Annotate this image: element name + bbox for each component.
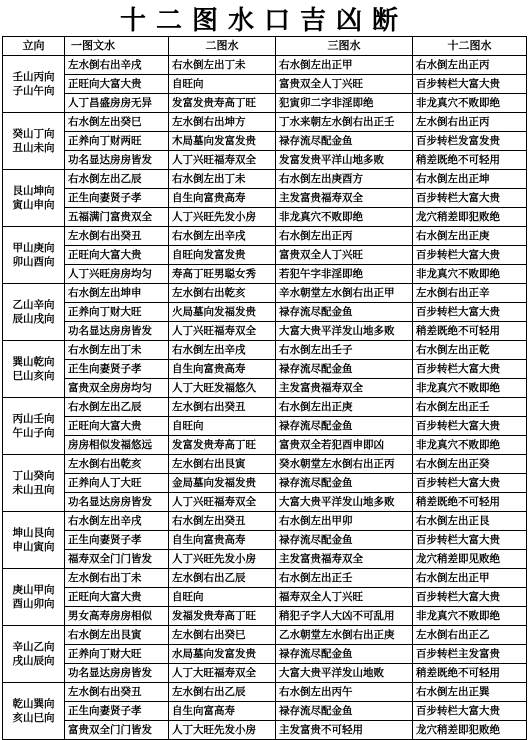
direction-cell [3,227,65,284]
table-cell: 百步转栏大富大贵 [413,531,527,550]
table-cell: 正养向丁财大旺 [65,303,169,322]
direction-label: 丑山未向 [12,142,55,154]
direction-cell [3,113,65,170]
table-cell: 非龙真穴不败即绝 [413,607,527,626]
table-cell: 非龙真穴不败即绝 [413,94,527,113]
table-row [3,721,527,740]
header-cell: 十二图水 [413,37,527,56]
table-row [3,56,527,75]
table-cell: 水局墓向发富发贵 [169,645,276,664]
table-cell: 人丁兴旺福寿双全 [169,493,276,512]
table-cell: 左水倒右出辛戌 [65,56,169,75]
table-cell: 主发富贵福寿双全 [276,379,413,398]
table-cell: 禄存流尽配金鱼 [276,531,413,550]
table-cell: 左水倒右出乾亥 [169,284,276,303]
header-row [3,37,527,56]
table-cell: 右水倒左出壬子 [276,341,413,360]
table-cell: 五福满门富贵双全 [65,208,169,227]
fortune-table [2,36,527,740]
table-row [3,75,527,94]
table-cell: 禄存流尽配金鱼 [276,645,413,664]
table-cell: 右水倒左出正庚 [276,398,413,417]
table-row [3,284,527,303]
table-row [3,208,527,227]
table-row [3,246,527,265]
table-row [3,683,527,702]
table-cell: 右水倒左出辛戌 [169,341,276,360]
table-cell: 百步转栏大富大贵 [413,588,527,607]
table-cell: 功名显达房房皆发 [65,322,169,341]
table-cell: 百步转栏大富大贵 [413,246,527,265]
table-row [3,322,527,341]
table-row [3,474,527,493]
table-cell: 若犯午字非淫即绝 [276,265,413,284]
table-row [3,379,527,398]
direction-cell [3,56,65,113]
table-cell: 人丁兴旺房房均匀 [65,265,169,284]
table-cell: 右水倒左出正丙 [413,56,527,75]
table-cell: 右水倒左出正壬 [413,398,527,417]
direction-cell [3,170,65,227]
table-cell: 自旺向 [169,417,276,436]
header-cell: 一图文水 [65,37,169,56]
table-cell: 右水倒左出癸巳 [65,113,169,132]
table-row [3,341,527,360]
table-cell: 百步转栏大富大贵 [413,360,527,379]
table-cell: 辛水朝堂左水倒右出正甲 [276,284,413,303]
direction-label: 巽山乾向 [12,356,55,368]
direction-label: 乙山辛向 [12,299,55,311]
table-cell: 自生向富贵高寿 [169,189,276,208]
table-cell: 自旺向发富发贵 [169,246,276,265]
direction-label: 酉山卯向 [12,598,55,610]
table-cell: 龙穴稍差即见败绝 [413,550,527,569]
direction-label: 庚山甲向 [12,584,55,596]
table-row [3,170,527,189]
direction-label: 乾山巽向 [12,698,55,710]
direction-cell [3,569,65,626]
direction-cell [3,626,65,683]
table-row [3,360,527,379]
table-cell: 右水倒左出艮寅 [65,626,169,645]
table-row [3,702,527,721]
table-cell: 富贵双全门门皆发 [65,721,169,740]
table-row [3,94,527,113]
direction-label: 壬山丙向 [12,71,55,83]
table-cell: 右水倒左出乙辰 [65,398,169,417]
direction-cell [3,398,65,455]
direction-label: 癸山丁向 [12,128,55,140]
table-cell: 右水倒左出正甲 [413,569,527,588]
direction-label: 坤山艮向 [12,527,55,539]
direction-label: 午山子向 [12,427,55,439]
table-cell: 龙穴稍差即犯败绝 [413,208,527,227]
table-cell: 大富大贵平洋发山地多败 [276,322,413,341]
table-cell: 百步转栏大富大贵 [413,75,527,94]
table-cell: 正旺向大富大贵 [65,588,169,607]
table-cell: 龙穴稍差即犯败绝 [413,721,527,740]
header-cell: 二图水 [169,37,276,56]
table-cell: 右水倒左出甲卯 [276,512,413,531]
table-cell: 左水倒右出坤方 [169,113,276,132]
table-cell: 右水倒左出辛戌 [65,512,169,531]
table-cell: 主发富贵福寿双全 [276,550,413,569]
table-cell: 禄存流尽配金鱼 [276,360,413,379]
table-body [3,56,527,740]
table-cell: 正生向妻贤子孝 [65,189,169,208]
table-cell: 大富大贵平洋发山地败 [276,664,413,683]
table-cell: 右水倒左出正坤 [413,170,527,189]
table-cell: 百步转栏大富大贵 [413,474,527,493]
table-cell: 稍差既绝不可轻用 [413,493,527,512]
direction-label: 亥山巳向 [12,712,55,724]
table-cell: 右水倒左出丁未 [169,56,276,75]
direction-label: 辰山戌向 [12,313,55,325]
table-cell: 癸水朝堂左水倒右出正丙 [276,455,413,474]
table-cell: 发福发贵寿高丁旺 [169,607,276,626]
table-cell: 右水倒左出正癸 [413,455,527,474]
table-cell: 人丁兴旺先发小房 [169,550,276,569]
table-cell: 人丁大旺发福悠久 [169,379,276,398]
direction-label: 丙山壬向 [12,413,55,425]
table-cell: 左水倒右出癸丑 [65,227,169,246]
table-row [3,265,527,284]
direction-cell [3,455,65,512]
table-cell: 左水倒右出乙辰 [169,569,276,588]
table-cell: 人丁兴旺福寿双全 [169,322,276,341]
table-cell: 左水倒右出癸丑 [65,683,169,702]
table-cell: 人丁兴旺福寿双全 [169,151,276,170]
table-cell: 自生向富高寿 [169,702,276,721]
table-cell: 百步转栏大富大贵 [413,303,527,322]
table-row [3,607,527,626]
table-cell: 金局墓向发福发贵 [169,474,276,493]
table-cell: 富贵双全房房均匀 [65,379,169,398]
table-cell: 功名显达房房皆发 [65,493,169,512]
table-cell: 木局墓向发富发贵 [169,132,276,151]
direction-cell [3,512,65,569]
table-cell: 富贵双全人丁兴旺 [276,75,413,94]
table-cell: 寿高丁旺男聪女秀 [169,265,276,284]
table-row [3,645,527,664]
table-cell: 左水倒右出癸巳 [169,626,276,645]
table-cell: 主发富贵不可轻用 [276,721,413,740]
direction-cell [3,341,65,398]
page-title: 十二图水口吉凶断 [119,5,408,36]
table-cell: 右水倒左出辛戌 [169,227,276,246]
direction-label: 辛山乙向 [12,641,55,653]
table-cell: 正生向妻贤子孝 [65,360,169,379]
table-cell: 稍差既绝不可轻用 [413,322,527,341]
table-cell: 右水倒左出正壬 [276,569,413,588]
table-cell: 正生向妻贤子孝 [65,702,169,721]
direction-label: 寅山申向 [12,199,55,211]
table-cell: 正养向人丁大旺 [65,474,169,493]
table-row [3,455,527,474]
table-cell: 人丁大旺先发小房 [169,721,276,740]
table-cell: 非龙真穴不败即绝 [413,379,527,398]
direction-label: 丁山癸向 [12,470,55,482]
table-cell: 左水倒右出正辛 [413,284,527,303]
table-cell: 自生向富贵高寿 [169,360,276,379]
table-cell: 犯寅卯二字非淫即绝 [276,94,413,113]
table-cell: 左水倒右出正丙 [413,113,527,132]
table-cell: 禄存流尽配金鱼 [276,474,413,493]
table-cell: 富贵双全人丁兴旺 [276,246,413,265]
table-cell: 左水倒右出癸丑 [169,398,276,417]
table-row [3,436,527,455]
table-cell: 左水倒右出乾亥 [65,455,169,474]
direction-label: 甲山庚向 [12,242,55,254]
table-cell: 人丁兴旺先发小房 [169,208,276,227]
table-cell: 福寿双全人丁兴旺 [276,588,413,607]
direction-label: 卯山酉向 [12,256,55,268]
table-cell: 功名显达房房皆发 [65,664,169,683]
table-row [3,626,527,645]
table-cell: 自旺向 [169,588,276,607]
table-cell: 稍差既绝不可轻用 [413,151,527,170]
table-cell: 稍犯子字人大凶不可乱用 [276,607,413,626]
table-cell: 稍差既绝不可轻用 [413,664,527,683]
table-cell: 左水倒右出艮寅 [169,455,276,474]
table-cell: 百步转栏大富大贵 [413,702,527,721]
table-cell: 丁水来朝左水倒右出正壬 [276,113,413,132]
table-cell: 右水倒左出丁未 [65,341,169,360]
table-cell: 正生向妻贤子孝 [65,531,169,550]
table-cell: 百步转栏大富大贵 [413,417,527,436]
table-row [3,398,527,417]
table-cell: 非龙真穴不败即绝 [413,436,527,455]
table-cell: 房房相似发福悠远 [65,436,169,455]
table-row [3,189,527,208]
table-cell: 右水倒左出庚酉方 [276,170,413,189]
table-cell: 百步转栏主发富贵 [413,645,527,664]
table-cell: 正养向丁财两旺 [65,132,169,151]
table-row [3,588,527,607]
table-row [3,569,527,588]
table-cell: 右水倒左出癸丑 [169,512,276,531]
direction-cell [3,683,65,740]
table-cell: 右水倒左出正庚 [413,227,527,246]
table-cell: 火局墓向发福发贵 [169,303,276,322]
table-cell: 发富发贵平洋山地多败 [276,151,413,170]
table-cell: 右水倒左出丁未 [169,170,276,189]
table-row [3,227,527,246]
table-cell: 非龙真穴不败即绝 [413,265,527,284]
table-cell: 人丁大旺福寿双全 [169,664,276,683]
table-row [3,303,527,322]
table-cell: 右水倒左出正甲 [276,56,413,75]
table-cell: 男女高寿房房相似 [65,607,169,626]
table-cell: 正旺向大富大贵 [65,246,169,265]
table-cell: 发富发贵寿高丁旺 [169,436,276,455]
table-cell: 自旺向 [169,75,276,94]
table-cell: 自生向富贵高寿 [169,531,276,550]
table-cell: 右水倒左出正巽 [413,683,527,702]
table-cell: 正旺向大富大贵 [65,417,169,436]
table-cell: 右水倒左出正艮 [413,512,527,531]
table-cell: 福寿双全门门皆发 [65,550,169,569]
table-row [3,417,527,436]
table-cell: 禄存流尽配金鱼 [276,417,413,436]
table-cell: 正养向丁财大旺 [65,645,169,664]
table-cell: 右水倒左出正乾 [413,341,527,360]
table-cell: 右水倒左出正丙 [276,227,413,246]
table-cell: 左水倒右出正乙 [413,626,527,645]
table-cell: 禄存流尽配金鱼 [276,132,413,151]
table-cell: 左水倒右出丁未 [65,569,169,588]
table-cell: 百步转栏大富大贵 [413,189,527,208]
direction-label: 戌山辰向 [12,655,55,667]
table-cell: 禄存流尽配金鱼 [276,303,413,322]
direction-label: 子山午向 [12,85,55,97]
header-cell: 立向 [3,37,65,56]
table-cell: 大富大贵平洋发山地多败 [276,493,413,512]
table-row [3,550,527,569]
table-row [3,531,527,550]
direction-label: 艮山坤向 [12,185,55,197]
table-row [3,132,527,151]
table-cell: 禄存流尽配金鱼 [276,702,413,721]
table-cell: 富贵双全若犯酉申即凶 [276,436,413,455]
table-row [3,512,527,531]
table-cell: 发富发贵寿高丁旺 [169,94,276,113]
table-row [3,493,527,512]
header-cell: 三图水 [276,37,413,56]
table-cell: 功名显达房房皆发 [65,151,169,170]
table-row [3,113,527,132]
table-cell: 主发富贵福寿双全 [276,189,413,208]
table-cell: 左水倒右出乙辰 [169,683,276,702]
direction-label: 未山丑向 [12,484,55,496]
table-cell: 乙水朝堂左水倒右出正庚 [276,626,413,645]
table-row [3,151,527,170]
table-cell: 右水倒左出坤申 [65,284,169,303]
direction-label: 巳山亥向 [12,370,55,382]
table-cell: 右水倒左出乙辰 [65,170,169,189]
table-cell: 人丁昌盛房房无异 [65,94,169,113]
table-cell: 右水倒左出丙午 [276,683,413,702]
table-cell: 正旺向大富大贵 [65,75,169,94]
table-row [3,664,527,683]
table-cell: 非龙真穴不败即绝 [276,208,413,227]
direction-cell [3,284,65,341]
direction-label: 申山寅向 [12,541,55,553]
table-cell: 百步转栏发富发贵 [413,132,527,151]
